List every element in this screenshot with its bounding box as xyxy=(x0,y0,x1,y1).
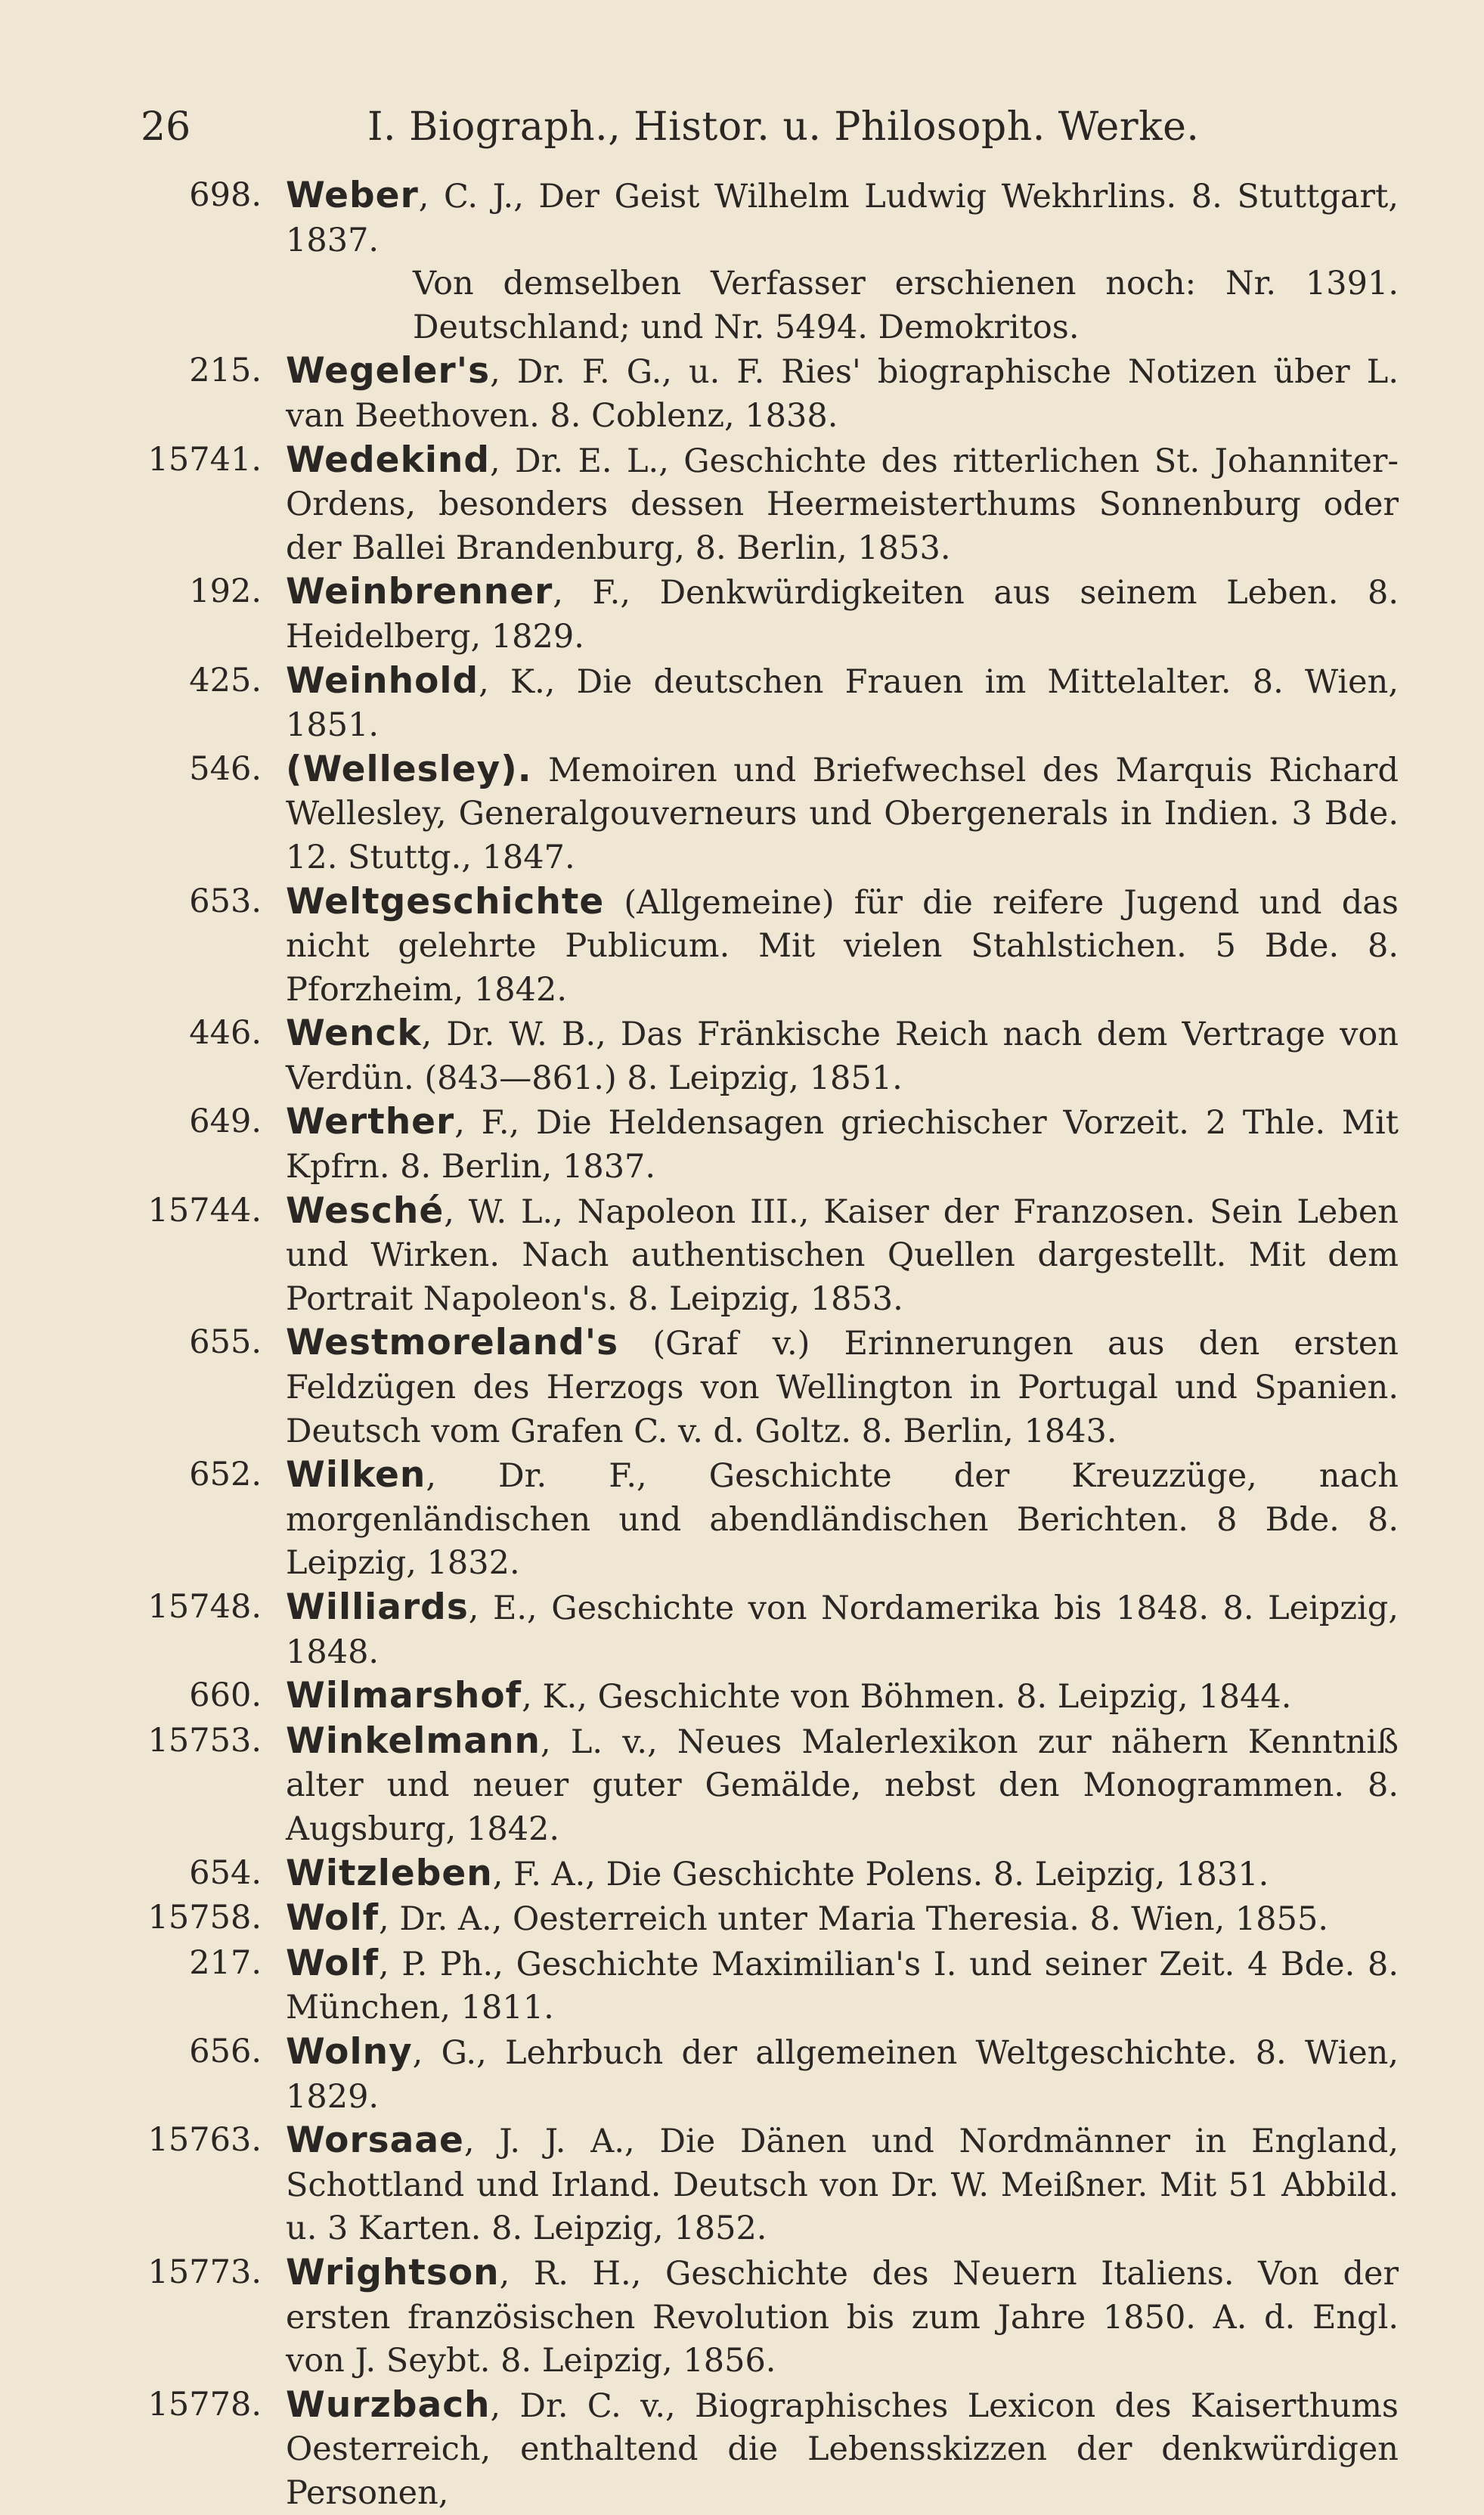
entry-number: 425. xyxy=(189,661,262,699)
entry-author: Winkelmann xyxy=(286,1720,541,1762)
catalog-entry xyxy=(113,880,1399,1013)
entry-author: Williards xyxy=(286,1586,469,1628)
entry-number: 15778. xyxy=(147,2385,262,2424)
entry-author: Wolf xyxy=(286,1897,380,1940)
catalog-entry xyxy=(113,1012,1399,1100)
entry-number: 15744. xyxy=(147,1191,262,1230)
entry-text: , J. J. A., Die Dänen und Nordmänner in England, Schottland und Irland. Deutsch von Dr. W. Meißner. Mit 51 Abbild. u. 3 Karten. 8. Leipzig, 1852. xyxy=(286,2123,1399,2248)
catalog-entry xyxy=(113,1453,1399,1586)
entry-author: Wolny xyxy=(286,2030,413,2073)
entry-text: , Dr. E. L., Geschichte des ritterlichen St. Johanniter-Ordens, besonders dessen Heermeisterthums Sonnenburg oder der Ballei Brandenburg, 8. Berlin, 1853. xyxy=(286,442,1399,567)
entry-text: , R. H., Geschichte des Neuern Italiens. Von der ersten französischen Revolution bis zum Jahre 1850. A. d. Engl. von J. Seybt. 8. Leipzig, 1856. xyxy=(286,2254,1399,2380)
entry-text: , L. v., Neues Malerlexikon zur nähern Kenntniß alter und neuer guter Gemälde, nebst den Monogrammen. 8. Augsburg, 1842. xyxy=(286,1723,1399,1848)
entry-author: Witzleben xyxy=(286,1852,493,1894)
catalog-entry xyxy=(113,659,1399,748)
catalog-entry xyxy=(113,1852,1399,1897)
catalog-entry xyxy=(113,1100,1399,1189)
entry-number: 655. xyxy=(189,1323,262,1362)
entry-author: Wrightson xyxy=(286,2251,500,2293)
entry-number: 656. xyxy=(189,2032,262,2070)
entry-author: Weinbrenner xyxy=(286,571,553,613)
entry-text: , C. J., Der Geist Wilhelm Ludwig Wekhrlins. 8. Stuttgart, 1837. xyxy=(286,178,1399,259)
entry-number: 446. xyxy=(189,1014,262,1053)
entry-author: Werther xyxy=(286,1101,455,1143)
entry-author: Wegeler's xyxy=(286,350,491,392)
entry-text: , F., Denkwürdigkeiten aus seinem Leben. 8. Heidelberg, 1829. xyxy=(286,574,1399,656)
running-title: I. Biograph., Histor. u. Philosoph. Werke. xyxy=(367,104,1200,150)
entry-text: , W. L., Napoleon III., Kaiser der Franzosen. Sein Leben und Wirken. Nach authentischen Quellen dargestellt. Mit dem Portrait Napoleon's. 8. Leipzig, 1853. xyxy=(286,1192,1399,1318)
catalog-entry xyxy=(113,439,1399,571)
entry-number: 192. xyxy=(189,572,262,611)
entry-text: , K., Geschichte von Böhmen. 8. Leipzig, 1844. xyxy=(522,1678,1292,1716)
catalog-entry xyxy=(113,2119,1399,2251)
entry-author: (Wellesley). xyxy=(286,748,532,790)
catalog-entry xyxy=(113,570,1399,659)
entry-author: Weber xyxy=(286,175,419,216)
catalog-entry xyxy=(113,1674,1399,1720)
catalog-entry xyxy=(113,1189,1399,1322)
entry-number: 15763. xyxy=(147,2121,262,2160)
entry-number: 15741. xyxy=(147,440,262,479)
entry-number: 546. xyxy=(189,749,262,788)
catalog-entry xyxy=(113,2383,1399,2515)
entry-number: 15758. xyxy=(147,1899,262,1937)
page-header xyxy=(141,104,1408,165)
entry-number: 15753. xyxy=(147,1721,262,1760)
entry-author: Wenck xyxy=(286,1013,422,1055)
entry-author: Wolf xyxy=(286,1942,380,1984)
catalog-entry xyxy=(113,174,1399,349)
entry-text: , Dr. F. G., u. F. Ries' biographische Notizen über L. van Beethoven. 8. Coblenz, 1838. xyxy=(286,353,1399,435)
catalog-entry xyxy=(113,2251,1399,2383)
entry-number: 698. xyxy=(189,176,262,214)
entry-text: (Graf v.) Erinnerungen aus den ersten Feldzügen des Herzogs von Wellington in Portugal und Spanien. Deutsch vom Grafen C. v. d. Goltz. 8. Berlin, 1843. xyxy=(286,1325,1399,1450)
catalog-entry xyxy=(113,349,1399,438)
entry-number: 215. xyxy=(189,352,262,390)
entry-number: 15773. xyxy=(147,2253,262,2291)
entry-number: 653. xyxy=(189,882,262,920)
entry-author: Worsaae xyxy=(286,2120,464,2162)
entry-text: , F. A., Die Geschichte Polens. 8. Leipzig, 1831. xyxy=(492,1855,1269,1893)
entry-text: , F., Die Heldensagen griechischer Vorzeit. 2 Thle. Mit Kpfrn. 8. Berlin, 1837. xyxy=(286,1104,1399,1186)
entry-author: Wesché xyxy=(286,1189,445,1232)
entry-text: , P. Ph., Geschichte Maximilian's I. und seiner Zeit. 4 Bde. 8. München, 1811. xyxy=(286,1945,1399,2027)
entry-number: 654. xyxy=(189,1853,262,1892)
entry-author: Wilken xyxy=(286,1454,426,1496)
catalog-entry xyxy=(113,1942,1399,2030)
entry-number: 217. xyxy=(189,1943,262,1982)
entry-author: Westmoreland's xyxy=(286,1322,619,1364)
entry-author: Wedekind xyxy=(286,439,491,481)
entry-text: , G., Lehrbuch der allgemeinen Weltgeschichte. 8. Wien, 1829. xyxy=(286,2033,1399,2116)
entry-number: 15748. xyxy=(147,1588,262,1626)
entry-author: Wurzbach xyxy=(286,2383,491,2426)
entry-text: (Allgemeine) für die reifere Jugend und das nicht gelehrte Publicum. Mit vielen Stahlstichen. 5 Bde. 8. Pforzheim, 1842. xyxy=(286,883,1399,1009)
page-number: 26 xyxy=(141,104,191,150)
entry-number: 649. xyxy=(189,1102,262,1141)
entry-text: , E., Geschichte von Nordamerika bis 1848. 8. Leipzig, 1848. xyxy=(286,1589,1399,1671)
entry-text: , K., Die deutschen Frauen im Mittelalter. 8. Wien, 1851. xyxy=(286,662,1399,745)
catalog-entries xyxy=(113,174,1399,2515)
entry-author: Weltgeschichte xyxy=(286,880,605,923)
entry-number: 652. xyxy=(189,1456,262,1494)
entry-text: , Dr. C. v., Biographisches Lexicon des Kaiserthums Oesterreich, enthaltend die Lebensskizzen der denkwürdigen Personen, xyxy=(286,2386,1399,2512)
entry-number: 660. xyxy=(189,1676,262,1715)
entry-text: Memoiren und Briefwechsel des Marquis Richard Wellesley, Generalgouverneurs und Obergenerals in Indien. 3 Bde. 12. Stuttg., 1847. xyxy=(286,751,1399,876)
entry-text: , Dr. A., Oesterreich unter Maria Theresia. 8. Wien, 1855. xyxy=(379,1900,1329,1939)
catalog-entry xyxy=(113,1321,1399,1453)
catalog-entry xyxy=(113,2030,1399,2119)
catalog-entry xyxy=(113,748,1399,880)
entry-author: Wilmarshof xyxy=(286,1675,522,1717)
catalog-entry xyxy=(113,1586,1399,1674)
entry-text: , Dr. W. B., Das Fränkische Reich nach dem Vertrage von Verdün. (843—861.) 8. Leipzig, 1851. xyxy=(286,1016,1399,1097)
entry-author: Weinhold xyxy=(286,659,479,702)
catalog-entry xyxy=(113,1720,1399,1852)
entry-note: Von demselben Verfasser erschienen noch: Nr. 1391. Deutschland; und Nr. 5494. Demokritos. xyxy=(413,265,1399,346)
catalog-entry xyxy=(113,1896,1399,1942)
entry-text: , Dr. F., Geschichte der Kreuzzüge, nach morgenländischen und abendländischen Berichten. 8 Bde. 8. Leipzig, 1832. xyxy=(286,1457,1399,1583)
